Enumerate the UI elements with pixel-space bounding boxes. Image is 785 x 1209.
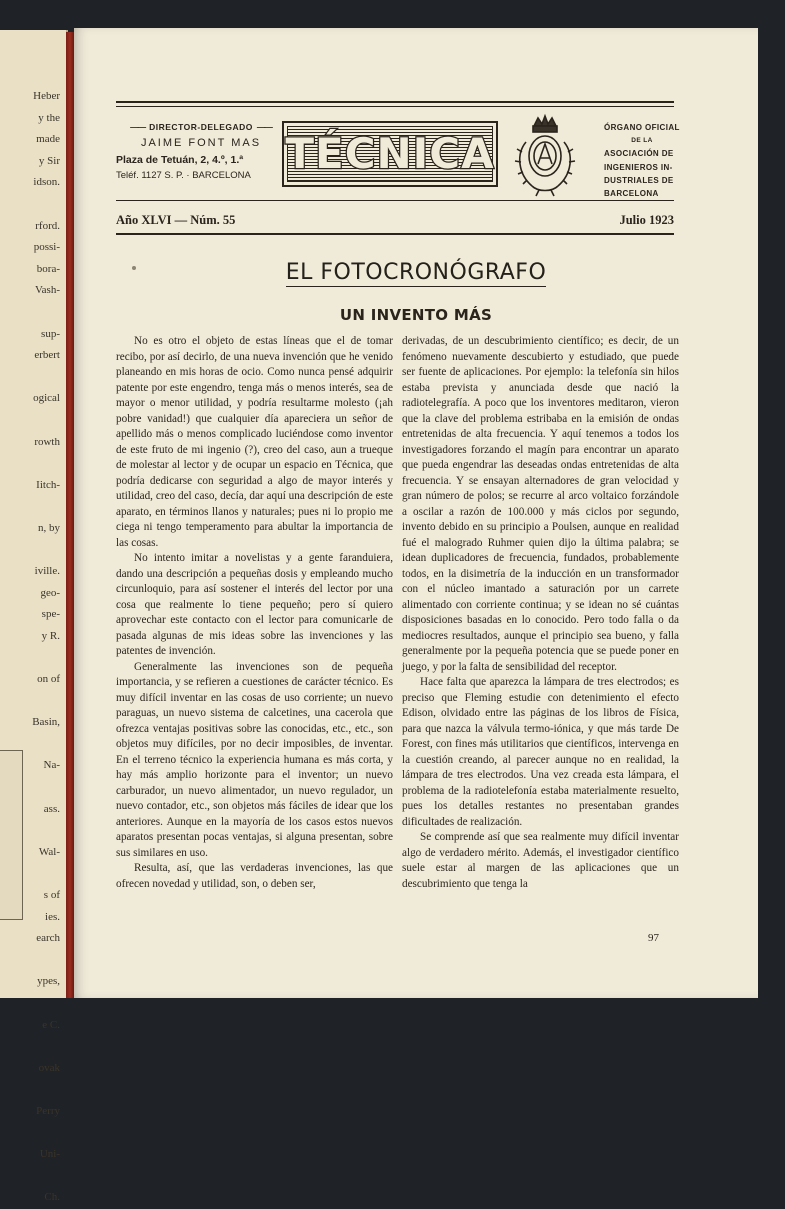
- paragraph: Hace falta que aparezca la lámpara de tres electrodos; es preciso que Fleming estudie con detenimiento el efecto Edison, olvidado entre las páginas de los libros de Física, para que nazca la válvula termo-iónica, y que más tarde De Forest, con fines más utilitarios que científicos, intervenga en la cuestión creando, al parecer aunque no en realidad, la lámpara de tres electrodos. Una vez creada esta lámpara, el problema de la radiotelefonía estaba materialmente resuelto, pues los detalles restantes no presentaban grandes dificultades de realización.: [402, 676, 679, 828]
- issue-line: [116, 213, 674, 228]
- paragraph: Se comprende así que sea realmente muy difícil inventar algo de verdadero mérito. Además, el investigador científico suele estar al margen de las aplicaciones que un descubrimiento que tenga la: [402, 831, 679, 890]
- organ-line-3: ASOCIACIÓN DE: [604, 149, 674, 159]
- journal-logo: [282, 121, 498, 187]
- facing-page-fragment: [0, 30, 68, 1204]
- issue-bottom-rule: [116, 233, 674, 235]
- director-role: —— DIRECTOR-DELEGADO ——: [116, 122, 286, 132]
- director-name: JAIME FONT MAS: [140, 137, 262, 149]
- paragraph: Resulta, así, que las verdaderas invenciones, las que ofrecen novedad y utilidad, son, o deben ser,: [116, 862, 393, 890]
- article-column-left: [116, 334, 393, 892]
- organ-line-1: ÓRGANO OFICIAL: [604, 123, 680, 132]
- organ-line-2: DE LA: [631, 137, 653, 145]
- organ-line-6: BARCELONA: [604, 189, 659, 199]
- masthead-organ-block: [604, 121, 680, 200]
- association-crest-icon: [512, 112, 578, 198]
- facing-page-plate: [0, 750, 23, 920]
- editorial-address: Plaza de Tetuán, 2, 4.º, 1.ª: [116, 154, 244, 166]
- article-title: [74, 260, 758, 285]
- paragraph: No es otro el objeto de estas líneas que el de tomar recibo, por así decirlo, de una nueva invención que he venido planeando en mis horas de ocio. Como nunca pensé adquirir patente por este engendro, tenga más o menos interés, sea de mayor o menor utilidad, y podría resultarme molesto (¡ah pobre vanidad!) que cualquier día apareciera un señor de apellido más o menos complicado luciéndose como inventor de este fruto de mi ingenio (?), creo del caso, aun a trueque de molestar al lector y de ocupar un espacio en Técnica, que podría dedicarse con seguridad a algo de mayor interés y utilidad, creo del caso, decía, dar aquí una descripción de este aparato, en términos llanos y naturales; pues ni lo propio me ciega ni tengo temperamento para abultar la importancia de las cosas.: [116, 335, 393, 549]
- book-spine: [66, 32, 74, 998]
- paragraph: No intento imitar a novelistas y a gente faranduiera, dando una descripción a pequeñas dosis y empleando mucho circunloquio, para así sostener el interés del lector por una cosa que realmente lo tiene pequeño; pero sí quiero aprovechar este contacto con el lector para comunicarle de pasada algunas de mis ideas sobre las invenciones y las patentes de invención.: [116, 552, 393, 657]
- masthead-director-block: [116, 122, 286, 181]
- issue-date: Julio 1923: [619, 213, 674, 227]
- organ-line-5: DUSTRIALES DE: [604, 175, 674, 185]
- masthead-top-rule: [116, 101, 674, 103]
- article-title-text: EL FOTOCRONÓGRAFO: [285, 260, 547, 285]
- masthead-bottom-rule: [116, 200, 674, 201]
- article-column-right: [402, 334, 679, 892]
- article-subtitle: UN INVENTO MÁS: [339, 306, 493, 324]
- journal-logo-text: TÉCNICA: [285, 129, 495, 178]
- paragraph: Generalmente las invenciones son de pequeña importancia, y se refieren a cuestiones de carácter técnico. Es muy difícil inventar en las cosas de uso corriente; un nuevo paraguas, un nuevo sistema de calcetines, una cacerola que ofrezca ventajas positivas sobre las conocidas, etc., etc., son objetos muy difíciles, por no decir imposibles, de inventar. En el terreno técnico la experiencia humana es más corta, y hay más amplio horizonte para el inventor; un nuevo carburador, un nuevo alimentador, un nuevo regulador, un nuevo contador, etc., son objetos más fáciles de idear que los anteriores. Aunque en la mayoría de los casos estos nuevos aparatos presentan pocas ventajas, si alguna presentan, sobre sus similares en uso.: [116, 660, 393, 859]
- journal-page: [74, 28, 758, 998]
- page-number: 97: [648, 932, 659, 944]
- masthead-top-rule-thin: [116, 106, 674, 107]
- editorial-phone: Teléf. 1127 S. P. · BARCELONA: [116, 170, 251, 181]
- paragraph: derivadas, de un descubrimiento científico; es decir, de un fenómeno nuevamente descubierto y estudiado, que puede ser fuente de aplicaciones. Por ejemplo: la telefonía sin hilos estaba prevista y anunciada desde que nació la radiotelegrafía. A poco que los inventores meditaron, vieron que la clave del problema estribaba en la emisión de ondas entretenidas de alta frecuencia. Y aquí tenemos a todos los investigadores forzando el magín para encontrar un aparato que pueda engendrar las deseadas ondas entretenidas de alta frecuencia. Y se ensayan alternadores de gran velocidad y gran número de polos; se recurre al arco voltaico forzándole a oscilar a razón de 100.000 y más ciclos por segundo, invento debido en su principio a Poulsen, aunque en realidad fué el malogrado Ruhmer quien dijo la última palabra; se idean duplicadores de frecuencia, fundados, probablemente todos, en la disimetría de la inducción en un transformador con el núcleo imantado a saturación por un carrete alimentado con corriente continua; y se idean no sé cuántas disposiciones basadas en lo conocido. Pero todo falla o da mediocres resultados, aunque el principio sea bueno, y falla generalmente por la pequeña potencia que se puede poner en juego, y por la falta de sensibilidad del receptor.: [402, 335, 679, 673]
- issue-number: Año XLVI — Núm. 55: [116, 213, 236, 227]
- facing-page-text: Heber y the made y Sir idson. rford. possi- bora- Vash- sup- erbert ogical rowth Iitch- n, by iville. geo- spe- y R. on of Basin, Na- ass. Wal- s of ies. earch ypes, e C. ovak Perry Uni- Ch.: [32, 90, 60, 1204]
- organ-line-4: INGENIEROS IN-: [604, 162, 673, 172]
